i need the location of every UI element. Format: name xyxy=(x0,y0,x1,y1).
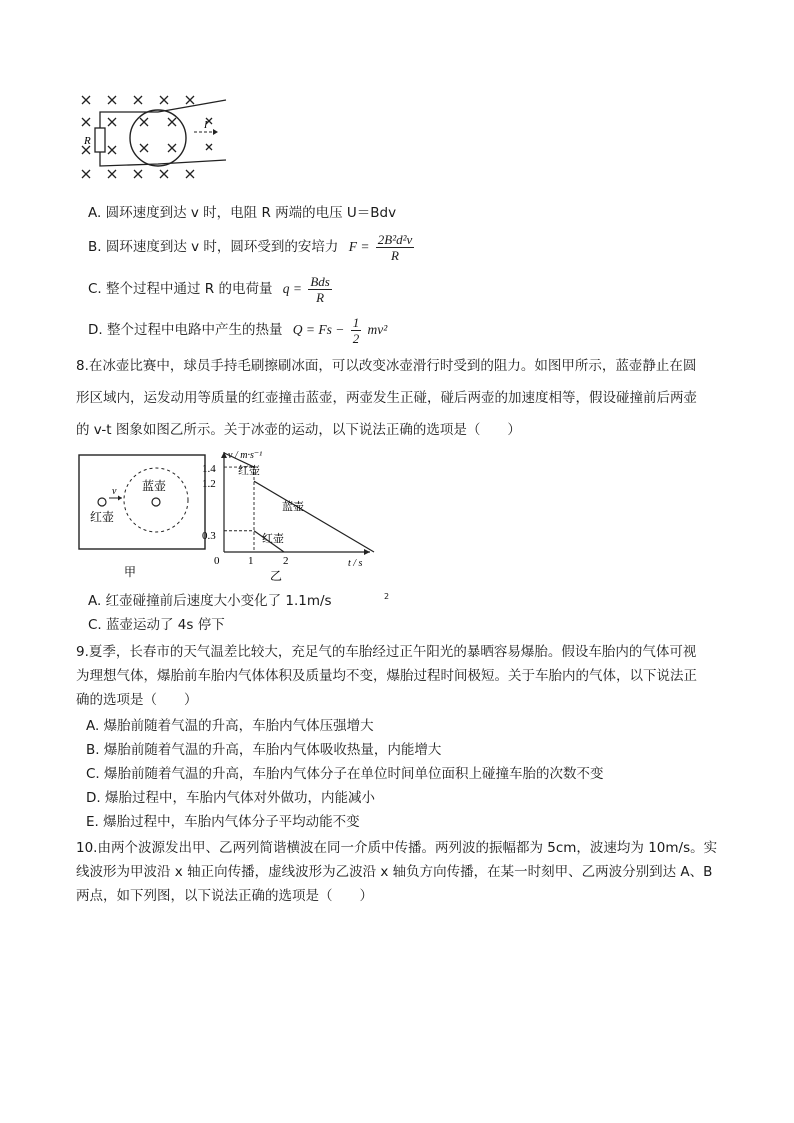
q8-line-1: 8.在冰壶比赛中，球员手持毛刷擦刷冰面，可以改变冰壶滑行时受到的阻力。如图甲所示，蓝壶静止在圆 xyxy=(76,358,697,374)
current-label: I xyxy=(204,120,208,131)
q9-option-a: A. 爆胎前随着气温的升高，车胎内气体压强增大 xyxy=(86,718,374,734)
q8-option-c: C. 蓝壶运动了 4s 停下 xyxy=(88,617,225,633)
q9-option-e: E. 爆胎过程中，车胎内气体分子平均动能不变 xyxy=(86,814,360,830)
q7-option-c-text: C. 整个过程中通过 R 的电荷量 xyxy=(88,281,273,297)
q8-line-2: 形区域内，运发动用等质量的红壶撞击蓝壶，两壶发生正碰，碰后两壶的加速度相等，假设碰撞前后两壶 xyxy=(76,390,697,406)
y-tick-1-4: 1.4 xyxy=(202,463,216,475)
vt-graph xyxy=(200,446,380,586)
q7-option-b-fraction: $\frac{\text{2B²d²v}}{R}$ xyxy=(377,231,413,263)
red-stone xyxy=(98,498,106,506)
curling-field-figure xyxy=(78,454,208,584)
y-tick-1-2: 1.2 xyxy=(202,478,216,490)
red-stone-label: 红壶 xyxy=(90,510,115,524)
velocity-label: v xyxy=(112,486,117,497)
figure-caption-yi: 乙 xyxy=(270,569,283,583)
q9-line-1: 9.夏季，长春市的天气温差比较大，充足气的车胎经过正午阳光的暴晒容易爆胎。假设车胎内的气体可视 xyxy=(76,644,697,660)
q7-option-d-tail: mv² xyxy=(367,322,388,337)
q9-option-c: C. 爆胎前随着气温的升高，车胎内气体分子在单位时间单位面积上碰撞车胎的次数不变 xyxy=(86,766,604,782)
q9-options xyxy=(86,714,604,834)
q7-option-b xyxy=(88,230,416,264)
x-tick-1: 1 xyxy=(248,555,254,567)
q10-line-2: 线波形为甲波沿 x 轴正向传播，虚线波形为乙波沿 x 轴负方向传播，在某一时刻甲、乙两波分别到达 A、B xyxy=(76,864,713,880)
q7-option-c-fraction: $\frac{\text{Bds}}{R}$ xyxy=(310,273,330,305)
series-label-red-after: 红壶 xyxy=(262,532,284,545)
q7-option-c-lhs: q = xyxy=(282,281,303,296)
metal-ring xyxy=(130,110,186,166)
q9-option-b: B. 爆胎前随着气温的升高，车胎内气体吸收热量，内能增大 xyxy=(86,742,442,758)
figure-caption-jia: 甲 xyxy=(124,565,137,579)
ring-rail-figure xyxy=(76,88,232,184)
series-label-red-before: 红壶 xyxy=(238,464,260,477)
q10-stem xyxy=(76,836,717,908)
q9-line-3: 确的选项是（ ） xyxy=(76,692,198,708)
blue-stone-label: 蓝壶 xyxy=(142,479,167,493)
q9-stem xyxy=(76,640,697,712)
blue-stone xyxy=(152,498,160,506)
q7-option-b-lhs: F = xyxy=(348,239,370,254)
y-tick-0-3: 0.3 xyxy=(202,530,216,542)
q7-option-d-text: D. 整个过程中电路中产生的热量 xyxy=(88,322,283,338)
target-circle xyxy=(124,468,188,532)
q7-option-c xyxy=(88,272,334,306)
q8-stray-mark: 2 xyxy=(384,592,390,601)
q8-option-a: A. 红壶碰撞前后速度大小变化了 1.1m/s xyxy=(88,593,332,609)
series-label-blue: 蓝壶 xyxy=(282,500,304,513)
q10-line-3: 两点，如下列图，以下说法正确的选项是（ ） xyxy=(76,888,373,904)
q10-line-1: 10.由两个波源发出甲、乙两列简谐横波在同一介质中传播。两列波的振幅都为 5cm，波速均为 10m/s。实 xyxy=(76,840,718,856)
q9-option-d: D. 爆胎过程中，车胎内气体对外做功，内能减小 xyxy=(86,790,375,806)
x-tick-2: 2 xyxy=(283,555,289,567)
q7-option-a xyxy=(88,203,396,223)
y-axis-label: v / m·s⁻¹ xyxy=(228,450,263,461)
q7-option-b-text: B. 圆环速度到达 v 时，圆环受到的安培力 xyxy=(88,239,339,255)
q7-option-d-fraction: $\frac{1}{2}$ xyxy=(352,314,360,346)
q9-line-2: 为理想气体，爆胎前车胎内气体体积及质量均不变，爆胎过程时间极短。关于车胎内的气体，以下说法正 xyxy=(76,668,697,684)
resistor xyxy=(95,128,105,152)
q7-option-d-lhs: Q = Fs − xyxy=(292,322,345,337)
q7-option-a-text: A. 圆环速度到达 v 时，电阻 R 两端的电压 U＝Bdv xyxy=(88,205,397,221)
q8-line-3: 的 v-t 图象如图乙所示。关于冰壶的运动，以下说法正确的选项是（ ） xyxy=(76,422,521,438)
resistor-label: R xyxy=(84,135,91,147)
q7-option-d xyxy=(88,313,387,347)
q8-stem xyxy=(76,350,726,446)
x-axis-label: t / s xyxy=(348,558,363,569)
x-tick-0: 0 xyxy=(214,555,220,567)
